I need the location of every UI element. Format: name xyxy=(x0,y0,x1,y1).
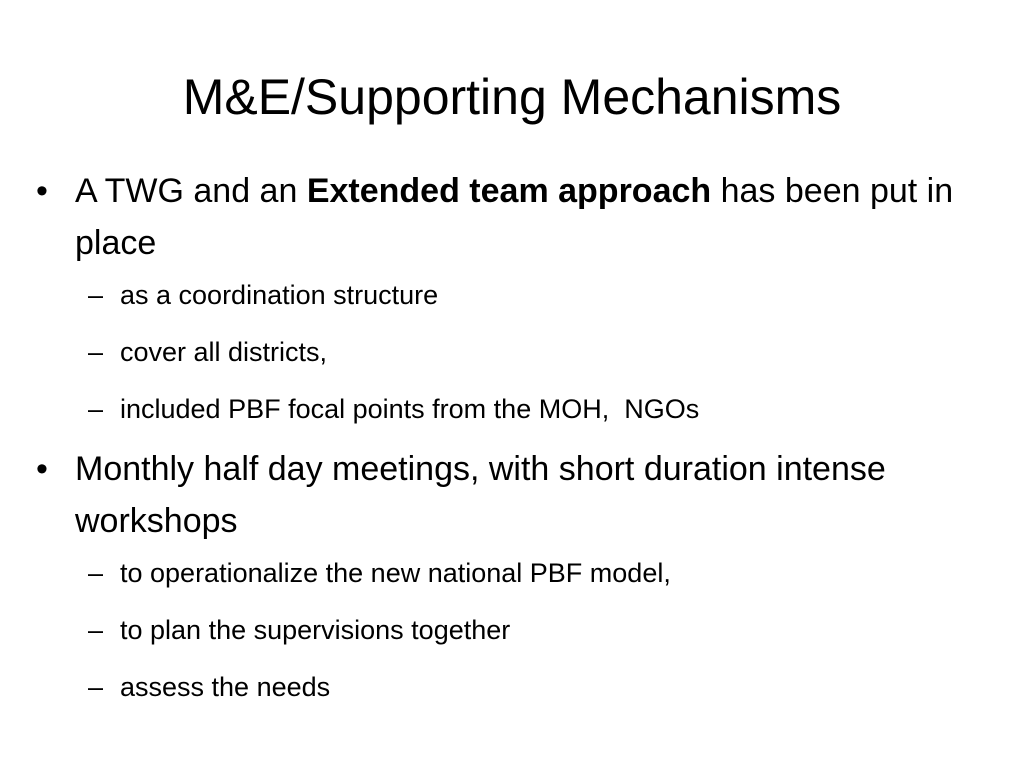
bullet-item-twg xyxy=(36,165,976,269)
bullet-text: Monthly half day meetings, with short duration intense workshops xyxy=(75,450,886,540)
sub-item xyxy=(36,334,976,370)
sub-item-text: as a coordination structure xyxy=(120,280,439,310)
sub-item-text: assess the needs xyxy=(120,672,331,702)
dash-icon: – xyxy=(88,558,104,588)
sub-list-meetings xyxy=(36,555,976,705)
sub-item xyxy=(36,277,976,313)
sub-item xyxy=(36,612,976,648)
dash-icon: – xyxy=(88,672,104,702)
sub-item-text: to plan the supervisions together xyxy=(120,615,511,645)
bullet-icon: • xyxy=(36,172,48,210)
dash-icon: – xyxy=(88,280,104,310)
dash-icon: – xyxy=(88,337,104,367)
sub-item xyxy=(36,555,976,591)
bullet-text: has been put in place xyxy=(75,172,954,262)
dash-icon: – xyxy=(88,615,104,645)
slide-body xyxy=(36,165,976,721)
bullet-text: A TWG and an xyxy=(75,172,307,210)
bullet-icon: • xyxy=(36,450,48,488)
sub-item xyxy=(36,669,976,705)
sub-item-text: to operationalize the new national PBF model, xyxy=(120,558,671,588)
sub-list-twg xyxy=(36,277,976,427)
sub-item xyxy=(36,391,976,427)
sub-item-text: included PBF focal points from the MOH, NGOs xyxy=(120,394,700,424)
dash-icon: – xyxy=(88,394,104,424)
bullet-item-meetings xyxy=(36,443,976,547)
sub-item-text: cover all districts, xyxy=(120,337,328,367)
bullet-bold-text: Extended team approach xyxy=(306,172,712,210)
slide-title: M&E/Supporting Mechanisms xyxy=(182,69,842,125)
